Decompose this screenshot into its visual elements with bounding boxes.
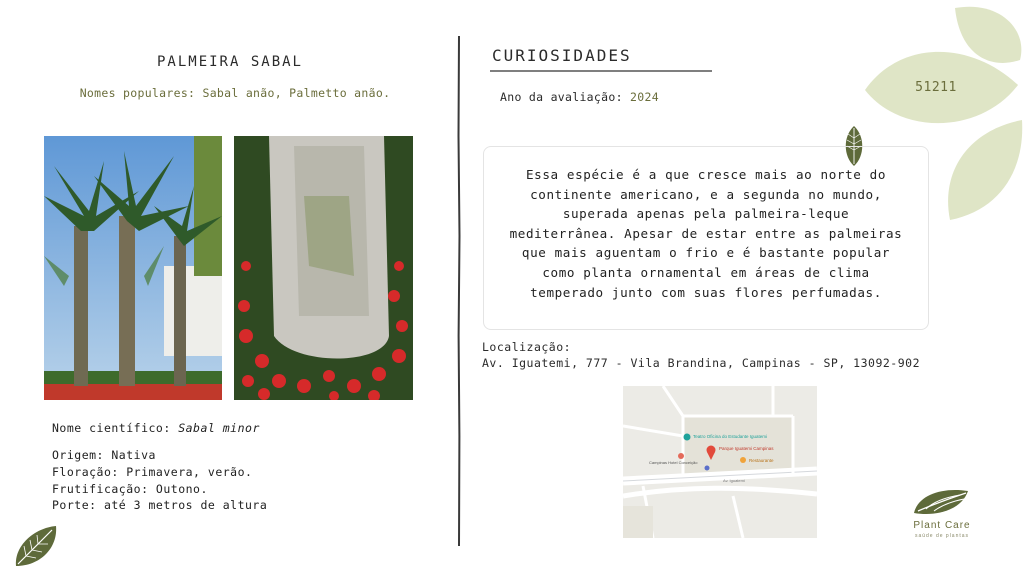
logo-tagline: saúde de plantas	[914, 533, 970, 539]
flowering: Floração: Primavera, verão.	[52, 465, 253, 479]
title-underline	[490, 68, 712, 74]
evaluation-year: Ano da avaliação: 2024	[500, 90, 659, 104]
size: Porte: até 3 metros de altura	[52, 498, 268, 512]
map-road-label: Av. Iguatemi	[723, 478, 745, 483]
logo-name: Plant Care	[913, 520, 971, 531]
location-map[interactable]	[623, 386, 817, 538]
plant-title: PALMEIRA SABAL	[156, 54, 303, 70]
curiosities-title: CURIOSIDADES	[492, 46, 632, 65]
leaf-icon	[12, 524, 60, 570]
column-divider	[456, 36, 462, 546]
scientific-name: Nome científico: Sabal minor	[52, 421, 260, 435]
map-label-hotel: Campinas Hotel Conceição	[649, 460, 698, 465]
curiosity-text: Essa espécie é a que cresce mais ao norte do continente americano, e a segunda no mundo, superada apenas pela palmeira-leque mediterrânea. Apesar de estar entre as palmeiras que mais aguentam o frio e é bastante popular como planta ornamental em áreas de clima temperado junto com suas flores perfumadas.	[509, 167, 903, 300]
location-label: Localização:	[482, 340, 572, 354]
map-label-iguatemi: Parque Iguatemi Campinas	[719, 446, 774, 451]
map-label-restaurant: Restaurante	[749, 458, 774, 463]
photo-palm-trunk	[234, 136, 413, 400]
plant-care-logo-icon	[912, 487, 970, 517]
photo-palm-garden	[44, 136, 222, 400]
map-label-teatro: Teatro Oficina do Estudante Iguatemi	[693, 434, 768, 439]
assessment-code: 51211	[915, 80, 957, 95]
fruiting: Frutificação: Outono.	[52, 482, 208, 496]
origin: Origem: Nativa	[52, 448, 156, 462]
popular-names: Nomes populares: Sabal anão, Palmetto anão.	[79, 86, 391, 100]
curiosity-text-box	[483, 146, 929, 330]
location-address: Av. Iguatemi, 777 - Vila Brandina, Campinas - SP, 13092-902	[482, 356, 920, 370]
